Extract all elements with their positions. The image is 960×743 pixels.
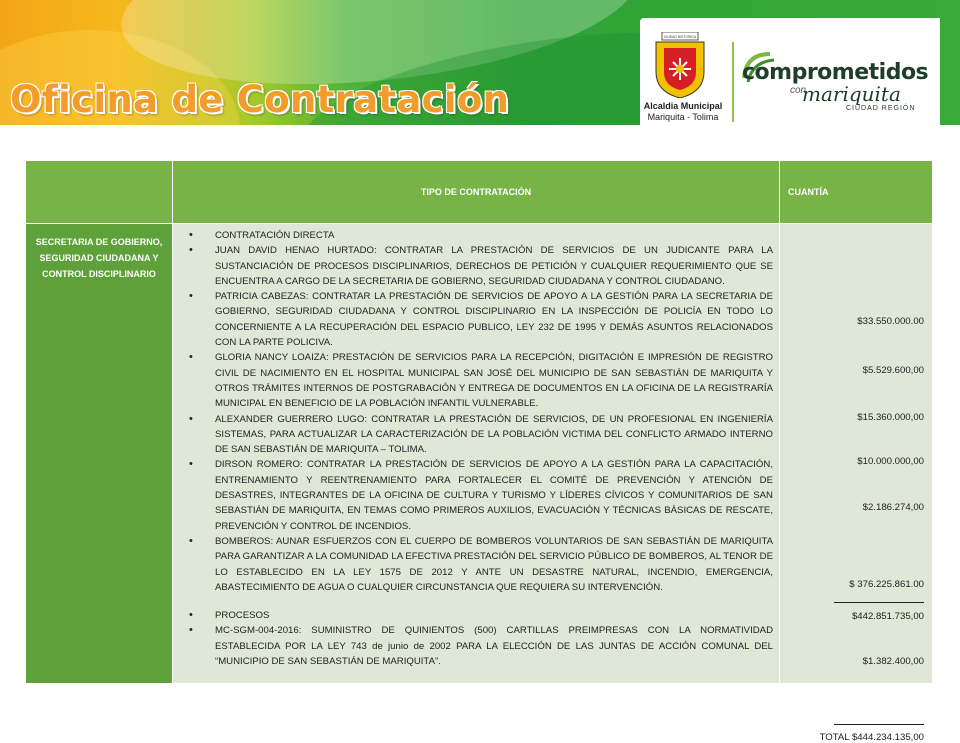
header-amount: CUANTÍA [780, 161, 933, 224]
amounts-cell [780, 224, 933, 743]
list-item: • CONTRATACIÓN DIRECTA [215, 228, 773, 243]
list-item: • GLORIA NANCY LOAIZA: PRESTACIÓN DE SERVICIOS PARA LA RECEPCIÓN, DIGITACIÓN E IMPRESIÓN DE REGISTRO CIVIL DE NACIMIENTO EN EL HOSPITAL MUNICIPAL SAN JOSÉ DEL MUNICIPIO DE SAN SEBASTIÁN DE MARIQUITA Y OTROS TRÁMITES INTERNOS DE POSTGRABACIÓN Y ENTREGA DE DOCUMENTOS EN LA OFICINA DE LA REGISTRARÍA MUNICIPAL EN BENEFICIO DE LA POBLACIÓN INFANTIL VULNERABLE. [215, 350, 773, 411]
brand-tagline: CIUDAD REGIÓN [846, 105, 916, 112]
logo-divider [732, 42, 734, 122]
brand-city: mariquita [802, 82, 901, 106]
total-underline [834, 724, 924, 725]
amount-value: $ 376.225.861.00 [849, 579, 924, 590]
amount-value: $1.382.400,00 [862, 656, 924, 667]
amount-value: $2.186.274,00 [862, 502, 924, 513]
contract-list [173, 224, 779, 669]
total-amount: TOTAL $444.234.135,00 [819, 732, 924, 743]
list-item: • DIRSON ROMERO: CONTRATAR LA PRESTACIÓN DE SERVICIOS DE APOYO A LA GESTIÓN PARA LA CAPACITACIÓN, ENTRENAMIENTO Y REENTRENAMIENTO PARA FORTALECER EL COMITÉ DE PREVENCIÓN Y ATENCIÓN DE DESASTRES, INTEGRANTES DE LA OFICINA DE CULTURA Y TURISMO Y LÍDERES CÍVICOS Y COMUNITARIOS DE SAN SEBASTIÁN DE MARIQUITA, EN TEMAS COMO PRIMEROS AUXILIOS, EVACUACIÓN Y TÉCNICAS BÁSICAS DE RESCATE, PREVENCIÓN Y CONTROL DE INCENDIOS. [215, 457, 773, 533]
list-item: • PROCESOS [215, 608, 773, 623]
brand-connector: con [790, 85, 807, 96]
list-item: • JUAN DAVID HENAO HURTADO: CONTRATAR LA PRESTACIÓN DE SERVICIOS DE UN JUDICANTE PARA LA SUSTANCIACIÓN DE PROCESOS DISCIPLINARIOS, DERECHOS DE PETICIÓN Y CUALQUIER REQUERIMIENTO QUE SE ENCUENTRA A CARGO DE LA SECRETARIA DE GOBIERNO, SEGURIDAD CIUDADANA Y CONTROL CIUDADANO. [215, 243, 773, 289]
header-department-cell [26, 161, 173, 224]
subtotal-underline [834, 602, 924, 603]
shield-caption: CIUDAD HISTORICA [663, 35, 697, 39]
municipal-shield-icon [652, 32, 708, 98]
header-banner [0, 0, 960, 125]
list-item: • ALEXANDER GUERRERO LUGO: CONTRATAR LA PRESTACIÓN DE SERVICIOS, DE UN PROFESIONAL EN INGENIERÍA SISTEMAS, PARA ACTUALIZAR LA CARACTERIZACIÓN DE LA POBLACIÓN VICTIMA DEL CONFLICTO ARMADO INTERNO DE SAN SEBASTIÁN DE MARIQUITA – TOLIMA. [215, 412, 773, 458]
table-header-row [26, 161, 933, 224]
amount-value: $442.851.735,00 [851, 611, 924, 622]
amount-value: $33.550.000.00 [857, 316, 924, 327]
header-contract-type: TIPO DE CONTRATACIÓN [173, 161, 780, 224]
brand-wordmark: comprometidos [742, 60, 929, 85]
department-cell: SECRETARIA DE GOBIERNO, SEGURIDAD CIUDADANA Y CONTROL DISCIPLINARIO [26, 224, 173, 684]
amount-value: $10.000.000,00 [857, 456, 924, 467]
alcaldia-location: Mariquita - Tolima [647, 112, 719, 122]
contracts-table [25, 160, 933, 743]
contract-list-cell [173, 224, 780, 684]
list-item: • MC-SGM-004-2016: SUMINISTRO DE QUINIENTOS (500) CARTILLAS PREIMPRESAS CON LA NORMATIVIDAD ESTABLECIDA POR LA LEY 743 de junio de 2002 PARA LA ELECCIÓN DE LAS JUNTAS DE ACCIÓN COMUNAL DEL “MUNICIPIO DE SAN SEBASTIÁN DE MARIQUITA”. [215, 623, 773, 669]
list-item: • PATRICIA CABEZAS: CONTRATAR LA PRESTACIÓN DE SERVICIOS DE APOYO A LA GESTIÓN PARA LA SECRETARIA DE GOBIERNO, SEGURIDAD CIUDADANA Y CONTROL DISCIPLINARIO EN LA INSPECCIÓN DE POLICÍA EN TODO LO CONCERNIENTE A LA RECUPERACIÓN DEL ESPACIO PUBLICO, LEY 232 DE 1995 Y DEMÁS ASUNTOS RELACIONADOS CON LA PARTE POLICIVA. [215, 289, 773, 350]
alcaldia-name: Alcaldia Municipal [643, 101, 723, 111]
page-title: Oficina de Contratación [10, 78, 510, 121]
list-item: • BOMBEROS: AUNAR ESFUERZOS CON EL CUERPO DE BOMBEROS VOLUNTARIOS DE SAN SEBASTIÁN DE MARIQUITA PARA GARANTIZAR A LA COMUNIDAD LA EFECTIVA PRESTACIÓN DEL SERVICIO PÚBLICO DE BOMBEROS, AL TENOR DE LO ESTABLECIDO EN LA LEY 1575 DE 2012 Y ANTE UN DESASTRE NATURAL, INCENDIO, EMERGENCIA, ABASTECIMIENTO DE AGUA O CUALQUIER CIRCUNSTANCIA QUE REQUIERA SU INTERVENCIÓN. [215, 534, 773, 595]
amount-value: $15.360.000,00 [857, 412, 924, 423]
table-row [26, 224, 933, 684]
amount-value: $5.529.600,00 [862, 365, 924, 376]
